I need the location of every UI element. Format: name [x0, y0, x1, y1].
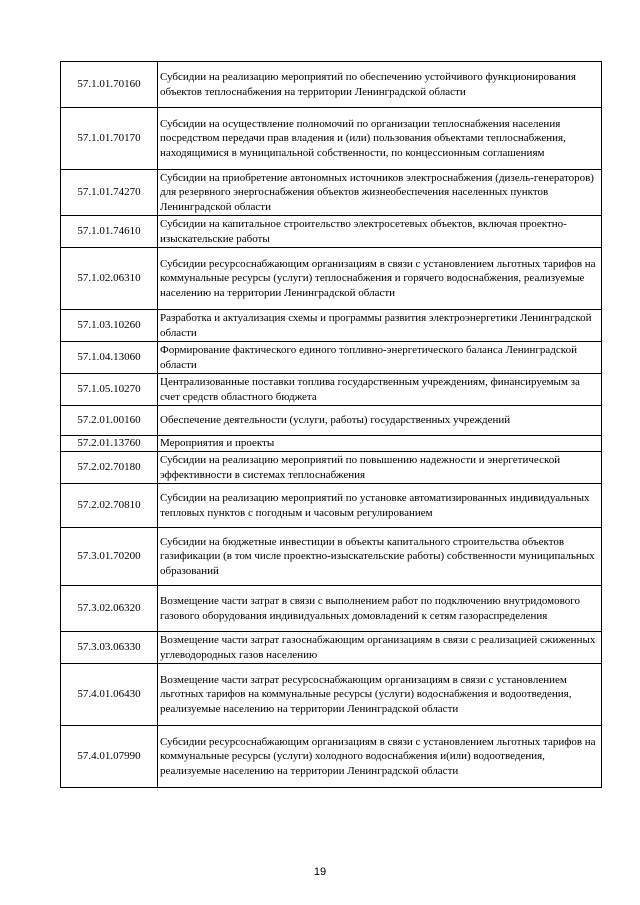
table-row — [61, 406, 602, 436]
description-cell: Разработка и актуализация схемы и программы развития электроэнергетики Ленинградской области — [158, 310, 602, 342]
code-cell: 57.3.01.70200 — [61, 528, 158, 586]
budget-code-table — [60, 61, 602, 788]
table-row — [61, 216, 602, 248]
code-cell: 57.2.02.70810 — [61, 484, 158, 528]
table-row — [61, 170, 602, 216]
table-row — [61, 310, 602, 342]
code-cell: 57.2.01.13760 — [61, 436, 158, 452]
description-cell: Субсидии на реализацию мероприятий по установке автоматизированных индивидуальных тепловых пунктов с погодным и часовым регулированием — [158, 484, 602, 528]
description-cell: Субсидии ресурсоснабжающим организациям в связи с установлением льготных тарифов на коммунальные ресурсы (услуги) теплоснабжения и горячего водоснабжения, реализуемые населению на территории Ленинградской области — [158, 248, 602, 310]
table-row — [61, 726, 602, 788]
code-cell: 57.1.01.74610 — [61, 216, 158, 248]
table-row — [61, 484, 602, 528]
code-cell: 57.4.01.06430 — [61, 664, 158, 726]
description-cell: Субсидии на капитальное строительство электросетевых объектов, включая проектно-изыскательские работы — [158, 216, 602, 248]
code-cell: 57.2.02.70180 — [61, 452, 158, 484]
table-row — [61, 248, 602, 310]
code-cell: 57.4.01.07990 — [61, 726, 158, 788]
table-row — [61, 452, 602, 484]
description-cell: Возмещение части затрат в связи с выполнением работ по подключению внутридомового газового оборудования индивидуальных домовладений к сетям газораспределения — [158, 586, 602, 632]
code-cell: 57.1.02.06310 — [61, 248, 158, 310]
code-cell: 57.3.03.06330 — [61, 632, 158, 664]
table-row — [61, 342, 602, 374]
code-cell: 57.1.04.13060 — [61, 342, 158, 374]
code-cell: 57.1.03.10260 — [61, 310, 158, 342]
table-row — [61, 586, 602, 632]
code-cell: 57.3.02.06320 — [61, 586, 158, 632]
code-cell: 57.1.01.74270 — [61, 170, 158, 216]
code-cell: 57.1.01.70170 — [61, 108, 158, 170]
code-cell: 57.1.05.10270 — [61, 374, 158, 406]
description-cell: Возмещение части затрат ресурсоснабжающим организациям в связи с установлением льготных тарифов на коммунальные ресурсы (услуги) водоснабжения и водоотведения, реализуемые населению на территории Ленинградской области — [158, 664, 602, 726]
description-cell: Формирование фактического единого топливно-энергетического баланса Ленинградской области — [158, 342, 602, 374]
code-cell: 57.2.01.00160 — [61, 406, 158, 436]
table-row — [61, 374, 602, 406]
description-cell: Мероприятия и проекты — [158, 436, 602, 452]
table-row — [61, 528, 602, 586]
description-cell: Централизованные поставки топлива государственным учреждениям, финансируемым за счет средств областного бюджета — [158, 374, 602, 406]
table-row — [61, 108, 602, 170]
description-cell: Обеспечение деятельности (услуги, работы) государственных учреждений — [158, 406, 602, 436]
code-cell: 57.1.01.70160 — [61, 62, 158, 108]
table-row — [61, 664, 602, 726]
table-row — [61, 632, 602, 664]
page-number: 19 — [313, 866, 327, 878]
table-row — [61, 436, 602, 452]
description-cell: Субсидии на осуществление полномочий по организации теплоснабжения населения посредством передачи прав владения и (или) пользования объектами теплоснабжения, находящимися в муниципальной собственности, по концессионным соглашениям — [158, 108, 602, 170]
description-cell: Субсидии на приобретение автономных источников электроснабжения (дизель-генераторов) для резервного энергоснабжения объектов жизнеобеспечения населенных пунктов Ленинградской области — [158, 170, 602, 216]
description-cell: Субсидии на бюджетные инвестиции в объекты капитального строительства объектов газификации (в том числе проектно-изыскательские работы) собственности муниципальных образований — [158, 528, 602, 586]
description-cell: Возмещение части затрат газоснабжающим организациям в связи с реализацией сжиженных углеводородных газов населению — [158, 632, 602, 664]
description-cell: Субсидии на реализацию мероприятий по обеспечению устойчивого функционирования объектов теплоснабжения на территории Ленинградской области — [158, 62, 602, 108]
table-row — [61, 62, 602, 108]
description-cell: Субсидии на реализацию мероприятий по повышению надежности и энергетической эффективности в системах теплоснабжения — [158, 452, 602, 484]
description-cell: Субсидии ресурсоснабжающим организациям в связи с установлением льготных тарифов на коммунальные ресурсы (услуги) холодного водоснабжения и(или) водоотведения, реализуемые населению на территории Ленинградской области — [158, 726, 602, 788]
